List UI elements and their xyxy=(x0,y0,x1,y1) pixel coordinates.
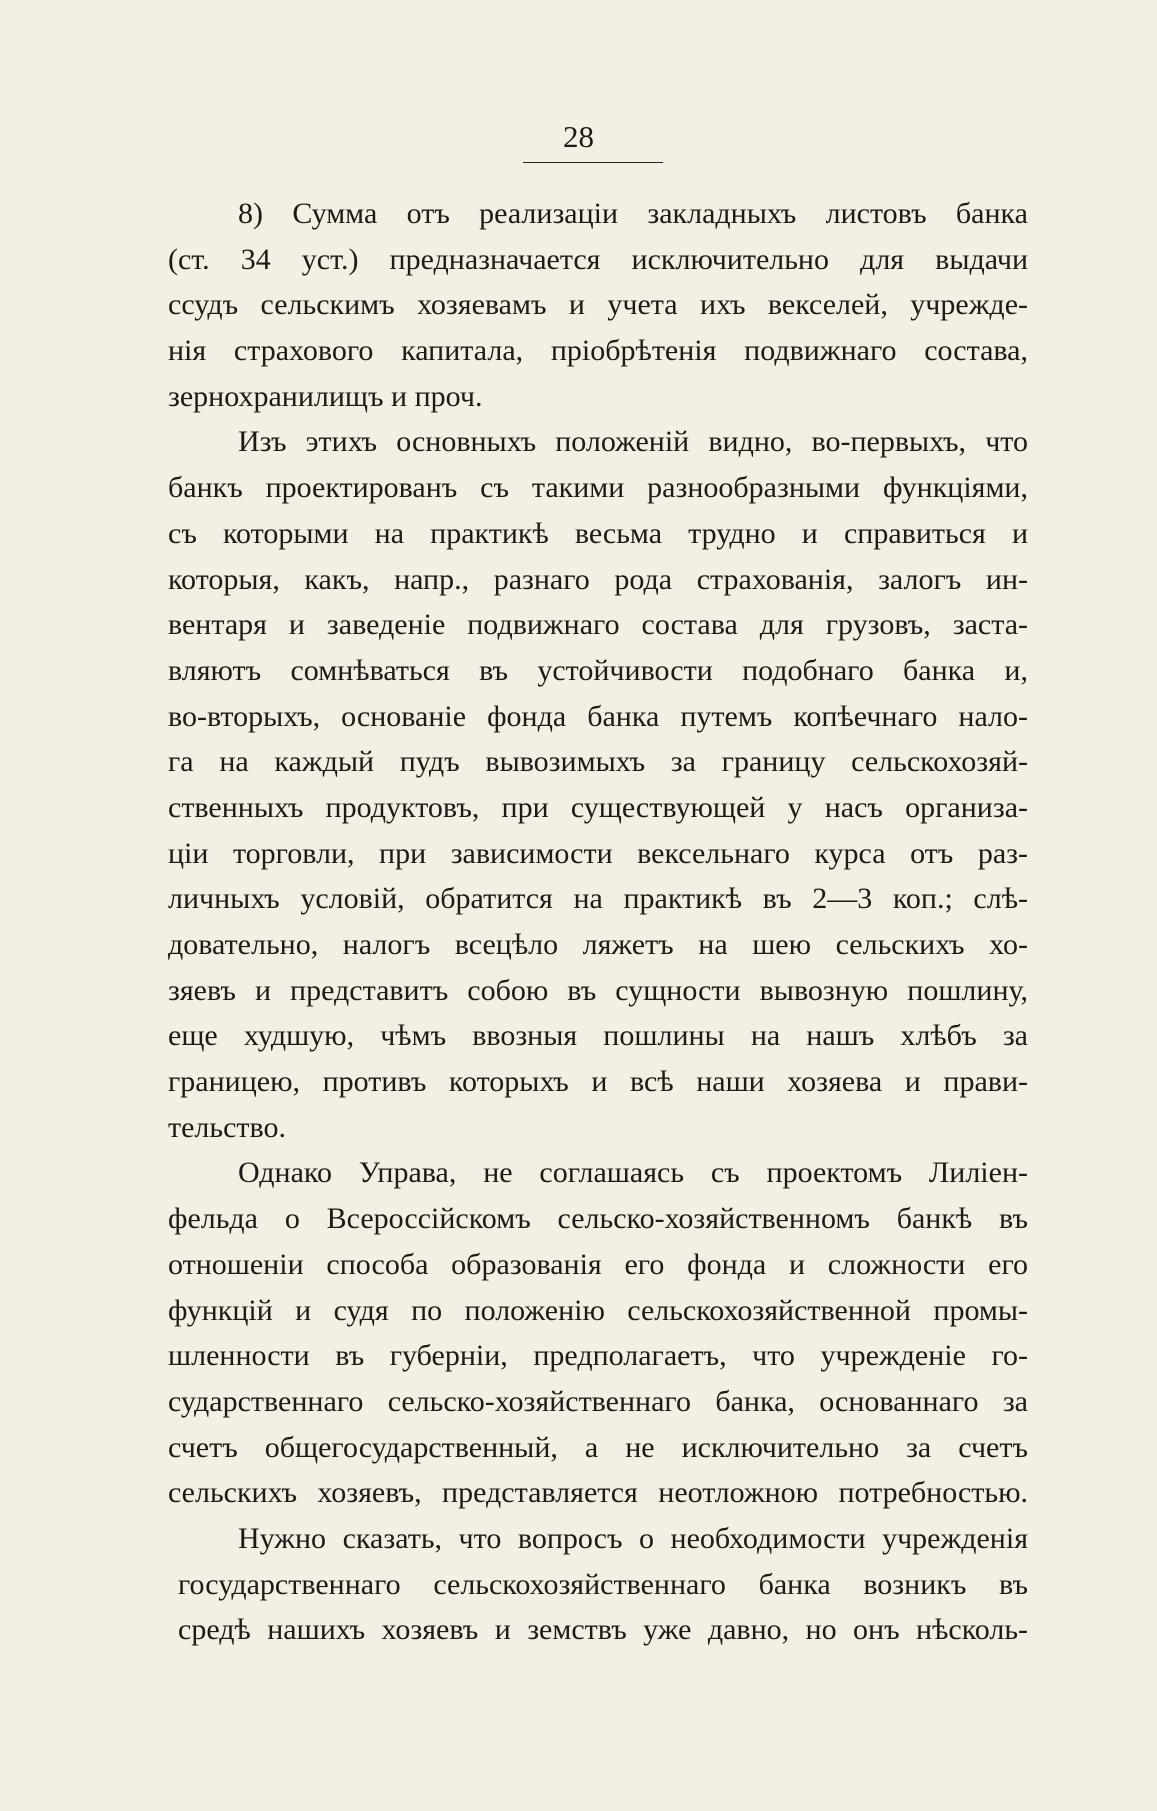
text-line: съ которыми на практикѣ весьма трудно и справиться и xyxy=(168,516,1028,550)
text-line: еще худшую, чѣмъ ввозныя пошлины на нашъ хлѣбъ за xyxy=(168,1019,1028,1053)
text-line: личныхъ условій, обратится на практикѣ въ 2—3 коп.; слѣ- xyxy=(168,882,1028,916)
text-line: нія страхового капитала, пріобрѣтенія подвижнаго состава, xyxy=(168,334,1028,368)
text-line: Однако Управа, не соглашаясь съ проектомъ Лиліен- xyxy=(238,1156,1028,1190)
text-line: Нужно сказать, что вопросъ о необходимости учрежденія xyxy=(238,1521,1028,1555)
page-number: 28 xyxy=(563,119,594,154)
text-line: сударственнаго сельско-хозяйственнаго банка, основаннаго за xyxy=(168,1384,1028,1418)
text-line: ственныхъ продуктовъ, при существующей у насъ организа- xyxy=(168,790,1028,824)
text-line: средѣ нашихъ хозяевъ и земствъ уже давно, но онъ нѣсколь- xyxy=(178,1613,1028,1647)
text-line: ціи торговли, при зависимости вексельнаго курса отъ раз- xyxy=(168,836,1028,870)
text-line: вентаря и заведеніе подвижнаго состава для грузовъ, заста- xyxy=(168,608,1028,642)
text-line: ссудъ сельскимъ хозяевамъ и учета ихъ векселей, учрежде- xyxy=(168,288,1028,322)
text-line: которыя, какъ, напр., разнаго рода страхованія, залогъ ин- xyxy=(168,562,1028,596)
text-line: границею, противъ которыхъ и всѣ наши хозяева и прави- xyxy=(168,1065,1028,1099)
text-line: сельскихъ хозяевъ, представляется неотложною потребностью. xyxy=(168,1476,1028,1510)
text-line: банкъ проектированъ съ такими разнообразными функціями, xyxy=(168,471,1028,505)
text-line: зернохранилищъ и проч. xyxy=(168,379,483,413)
page-number-rule xyxy=(523,162,663,163)
text-line: зяевъ и представитъ собою въ сущности вывозную пошлину, xyxy=(168,973,1028,1007)
text-line: отношеніи способа образованія его фонда и сложности его xyxy=(168,1247,1028,1281)
text-line: тельство. xyxy=(168,1110,286,1144)
text-line: (ст. 34 уст.) предназначается исключительно для выдачи xyxy=(168,242,1028,276)
text-line: шленности въ губерніи, предполагаетъ, что учрежденіе го- xyxy=(168,1339,1028,1373)
text-line: функцій и судя по положенію сельскохозяйственной промы- xyxy=(168,1293,1028,1327)
text-line: Изъ этихъ основныхъ положеній видно, во-первыхъ, что xyxy=(238,425,1028,459)
text-line: государственнаго сельскохозяйственнаго банка возникъ въ xyxy=(178,1567,1028,1601)
text-line: во-вторыхъ, основаніе фонда банка путемъ копѣечнаго нало- xyxy=(168,699,1028,733)
text-line: 8) Сумма отъ реализаціи закладныхъ листовъ банка xyxy=(238,197,1028,230)
text-line: вляютъ сомнѣваться въ устойчивости подобнаго банка и, xyxy=(168,653,1028,687)
text-line: довательно, налогъ всецѣло ляжетъ на шею сельскихъ хо- xyxy=(168,928,1028,961)
text-line: счетъ общегосударственный, а не исключительно за счетъ xyxy=(168,1430,1028,1464)
text-line: фельда о Всероссійскомъ сельско-хозяйственномъ банкѣ въ xyxy=(168,1202,1028,1236)
text-line: га на каждый пудъ вывозимыхъ за границу сельскохозяй- xyxy=(168,745,1028,779)
body-text xyxy=(168,191,1028,1653)
